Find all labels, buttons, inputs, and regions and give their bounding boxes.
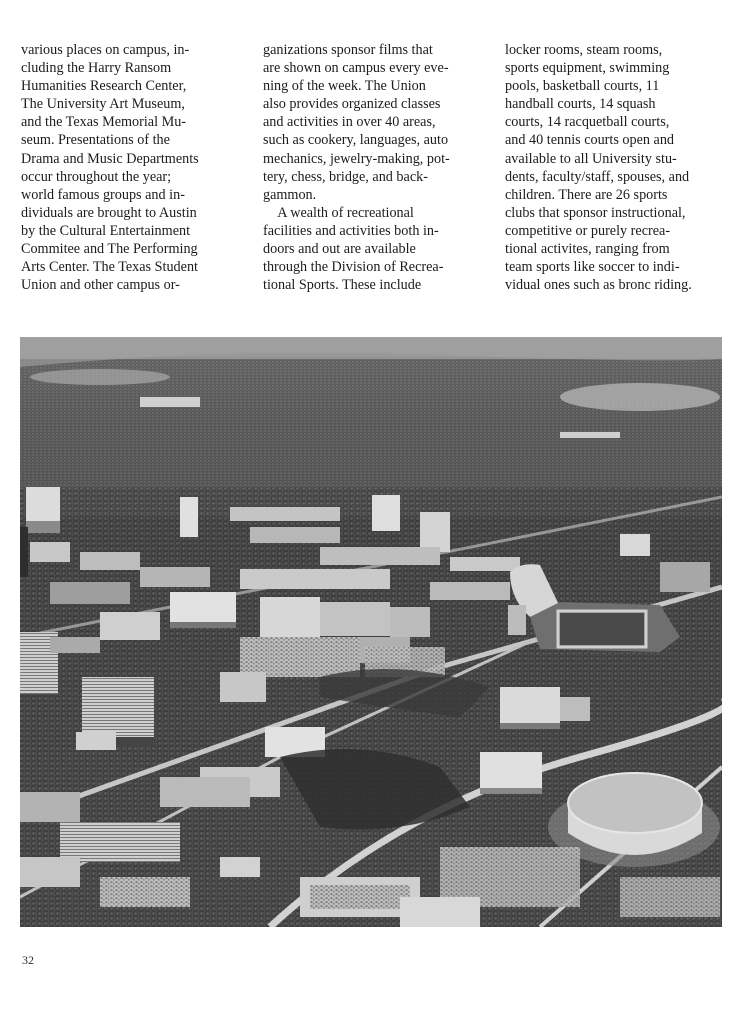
text-line: children. There are 26 sports (505, 186, 668, 203)
aerial-campus-photo (20, 337, 722, 927)
text-line: are shown on campus every eve- (263, 60, 449, 77)
text-line: courts, 14 racquetball courts, (505, 114, 670, 131)
text-line: A wealth of recreational (263, 204, 414, 221)
text-line: handball courts, 14 squash (505, 96, 656, 113)
text-line: by the Cultural Entertainment (21, 222, 191, 239)
text-line: Drama and Music Departments (21, 150, 199, 167)
text-line: and the Texas Memorial Mu- (21, 114, 187, 131)
text-line: such as cookery, languages, auto (263, 132, 449, 149)
text-column-1 (21, 41, 241, 294)
text-column-2 (263, 41, 485, 294)
text-line: ganizations sponsor films that (263, 42, 433, 58)
text-line: clubs that sponsor instructional, (505, 204, 686, 221)
text-line: ning of the week. The Union (263, 78, 426, 95)
text-line: The University Art Museum, (21, 96, 185, 113)
text-line: seum. Presentations of the (21, 132, 170, 149)
aerial-photo-graphic (20, 337, 722, 927)
text-line: available to all University stu- (505, 150, 677, 167)
text-line: various places on campus, in- (21, 42, 190, 58)
text-line: dividuals are brought to Austin (21, 204, 197, 221)
text-line: through the Division of Recrea- (263, 259, 444, 276)
text-line: and 40 tennis courts open and (505, 132, 675, 149)
text-line: competitive or purely recrea- (505, 222, 671, 239)
text-line: tional activites, ranging from (505, 241, 670, 258)
text-line: dents, faculty/staff, spouses, and (505, 168, 690, 185)
text-line: tional Sports. These include (263, 277, 422, 294)
text-line: tery, chess, bridge, and back- (263, 168, 428, 185)
text-line: sports equipment, swimming (505, 60, 670, 77)
text-line: Arts Center. The Texas Student (21, 259, 198, 276)
text-line: and activities in over 40 areas, (263, 114, 436, 131)
text-line: facilities and activities both in- (263, 222, 439, 239)
text-line: cluding the Harry Ransom (21, 60, 172, 77)
text-line: gammon. (263, 186, 317, 203)
text-line: mechanics, jewelry-making, pot- (263, 150, 450, 167)
text-line: vidual ones such as bronc riding. (505, 277, 692, 294)
text-line: world famous groups and in- (21, 186, 185, 203)
text-line: Humanities Research Center, (21, 78, 187, 95)
text-line: team sports like soccer to indi- (505, 259, 680, 276)
page-number: 32 (22, 953, 34, 967)
text-line: occur throughout the year; (21, 168, 172, 185)
text-line: Union and other campus or- (21, 277, 180, 294)
text-column-3 (505, 41, 727, 294)
text-line: locker rooms, steam rooms, (505, 42, 663, 58)
text-line: also provides organized classes (263, 96, 441, 113)
text-line: pools, basketball courts, 11 (505, 78, 660, 95)
text-line: Commitee and The Performing (21, 241, 198, 258)
text-line: doors and out are available (263, 241, 416, 258)
